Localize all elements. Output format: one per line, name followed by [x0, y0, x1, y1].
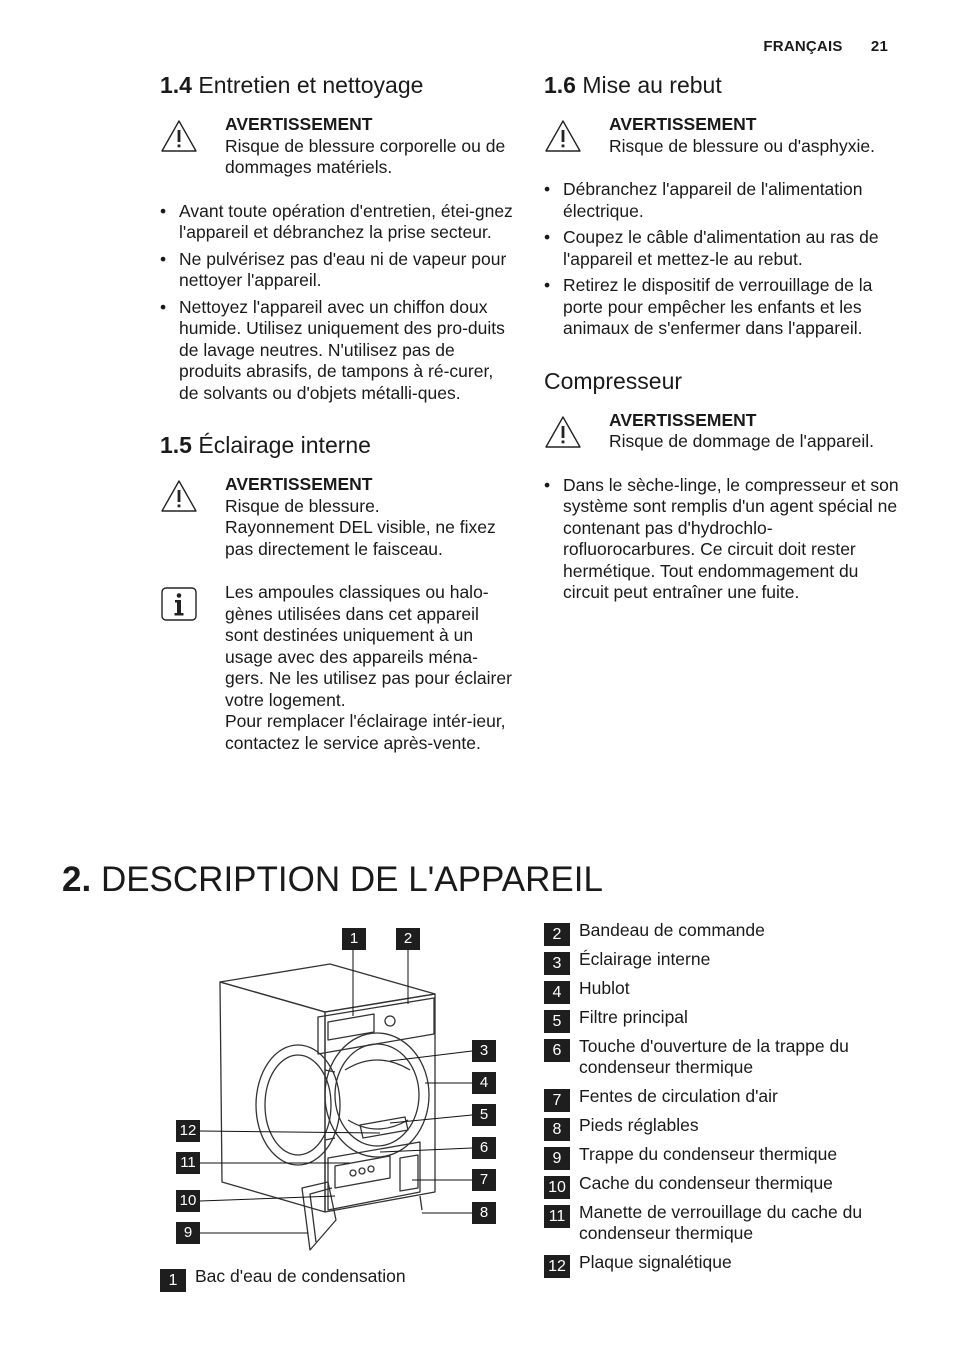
info-1-5: [160, 582, 515, 754]
legend-label: Cache du condenseur thermique: [579, 1173, 833, 1193]
right-column: [544, 70, 899, 630]
callout-6: 6: [472, 1137, 496, 1159]
callout-9: 9: [176, 1222, 200, 1244]
legend-item: [544, 1086, 904, 1107]
warning-triangle-icon: [160, 118, 198, 154]
warning-triangle-icon: [544, 118, 582, 154]
page-number: 21: [870, 38, 888, 55]
list-item: • Ne pulvérisez pas d'eau ni de vapeur pour nettoyer l'appareil.: [160, 249, 515, 292]
legend-item: [544, 1144, 904, 1165]
legend-label: Pieds réglables: [579, 1115, 699, 1135]
list-item: • Débranchez l'appareil de l'alimentation électrique.: [544, 179, 899, 222]
legend-item: [544, 1252, 904, 1273]
legend-item: [544, 1115, 904, 1136]
info-text-2: Pour remplacer l'éclairage intér-ieur, contactez le service après-vente.: [225, 711, 506, 753]
legend-item-1: [160, 1266, 510, 1295]
legend-number: 2: [544, 923, 570, 946]
callout-1: 1: [342, 928, 366, 950]
legend-label: Touche d'ouverture de la trappe du condenseur thermique: [579, 1036, 849, 1077]
warning-text: Risque de dommage de l'appareil.: [609, 431, 875, 451]
legend-label: Éclairage interne: [579, 949, 711, 969]
warning-title: AVERTISSEMENT: [609, 409, 757, 430]
bullet-list-1-4: [160, 201, 515, 405]
warning-1-6: [544, 114, 899, 157]
legend-label: Hublot: [579, 978, 630, 998]
legend-label: Filtre principal: [579, 1007, 688, 1027]
legend-label: Bandeau de commande: [579, 920, 765, 940]
legend-number: 8: [544, 1118, 570, 1141]
info-icon: [160, 586, 198, 622]
legend-item: [544, 1202, 904, 1244]
warning-triangle-icon: [160, 478, 198, 514]
list-item: • Coupez le câble d'alimentation au ras de l'appareil et mettez-le au rebut.: [544, 227, 899, 270]
bullet-list-compresseur: [544, 475, 899, 604]
chapter-title: 2. DESCRIPTION DE L'APPAREIL: [62, 860, 603, 899]
legend-number: 3: [544, 952, 570, 975]
callout-10: 10: [176, 1190, 200, 1212]
callout-5: 5: [472, 1104, 496, 1126]
legend-label: Plaque signalétique: [579, 1252, 732, 1272]
legend-number: 6: [544, 1039, 570, 1062]
section-1-5-heading: 1.5 Éclairage interne: [160, 432, 371, 458]
warning-text-line1: Risque de blessure.: [225, 495, 380, 516]
legend-label: Fentes de circulation d'air: [579, 1086, 778, 1106]
warning-title: AVERTISSEMENT: [225, 114, 373, 134]
callout-8: 8: [472, 1202, 496, 1224]
callout-3: 3: [472, 1040, 496, 1062]
warning-1-4: [160, 114, 515, 179]
legend-number: 4: [544, 981, 570, 1004]
callout-2: 2: [396, 928, 420, 950]
legend-label: Bac d'eau de condensation: [195, 1266, 406, 1286]
warning-title: AVERTISSEMENT: [225, 474, 373, 494]
legend-item: [544, 949, 904, 970]
warning-text: Risque de blessure ou d'asphyxie.: [609, 135, 876, 156]
warning-1-5: [160, 474, 515, 560]
list-item: • Nettoyez l'appareil avec un chiffon doux humide. Utilisez uniquement des pro-duits de lavage neutres. N'utilisez pas de produits abrasifs, de tampons à ré-curer, de solvants ou d'objets métalli-ques.: [160, 297, 515, 405]
warning-triangle-icon: [544, 414, 582, 450]
legend-item: [544, 1173, 904, 1194]
legend-item: [544, 978, 904, 999]
legend-number: 12: [544, 1255, 570, 1278]
legend-item: [544, 1036, 904, 1078]
legend-item: [160, 1266, 510, 1287]
legend-item: [544, 920, 904, 941]
list-item: • Avant toute opération d'entretien, étei-gnez l'appareil et débranchez la prise secteur.: [160, 201, 515, 244]
callout-7: 7: [472, 1169, 496, 1191]
dryer-illustration: [150, 920, 520, 1260]
left-column: [160, 70, 515, 776]
callout-12: 12: [176, 1120, 200, 1142]
legend-number: 9: [544, 1147, 570, 1170]
legend-number: 7: [544, 1089, 570, 1112]
legend-list: [544, 920, 904, 1281]
callout-4: 4: [472, 1072, 496, 1094]
header-language: FRANÇAIS: [763, 38, 843, 55]
legend-number: 1: [160, 1269, 186, 1292]
legend-number: 5: [544, 1010, 570, 1033]
info-text-1: Les ampoules classiques ou halo-gènes utilisées dans cet appareil sont destinées uniquement à un usage avec des appareils ména-gers. Ne les utilisez pas pour éclairer votre logement.: [225, 582, 512, 710]
list-item: • Retirez le dispositif de verrouillage de la porte pour empêcher les enfants et les animaux de s'enfermer dans l'appareil.: [544, 275, 899, 340]
section-1-6-heading: 1.6 Mise au rebut: [544, 72, 722, 98]
list-item: • Dans le sèche-linge, le compresseur et son système sont remplis d'un agent spécial ne contenant pas d'hydrochlo-rofluorocarbures. Ce circuit doit rester hermétique. Tout endommagement du circuit peut entraîner une fuite.: [544, 475, 899, 604]
legend-number: 11: [544, 1205, 570, 1228]
page-header: [763, 38, 888, 55]
legend-label: Trappe du condenseur thermique: [579, 1144, 838, 1164]
appliance-diagram: [150, 920, 520, 1260]
legend-item: [544, 1007, 904, 1028]
compresseur-heading: Compresseur: [544, 367, 683, 394]
section-1-4-heading: 1.4 Entretien et nettoyage: [160, 72, 424, 98]
callout-11: 11: [176, 1152, 200, 1174]
legend-number: 10: [544, 1176, 570, 1199]
warning-compresseur: [544, 410, 899, 453]
bullet-list-1-6: [544, 179, 899, 340]
warning-text: Risque de blessure corporelle ou de dommages matériels.: [225, 135, 506, 177]
warning-title: AVERTISSEMENT: [609, 114, 757, 134]
warning-text-line2: Rayonnement DEL visible, ne fixez pas directement le faisceau.: [225, 517, 496, 559]
legend-label: Manette de verrouillage du cache du condenseur thermique: [579, 1202, 863, 1243]
